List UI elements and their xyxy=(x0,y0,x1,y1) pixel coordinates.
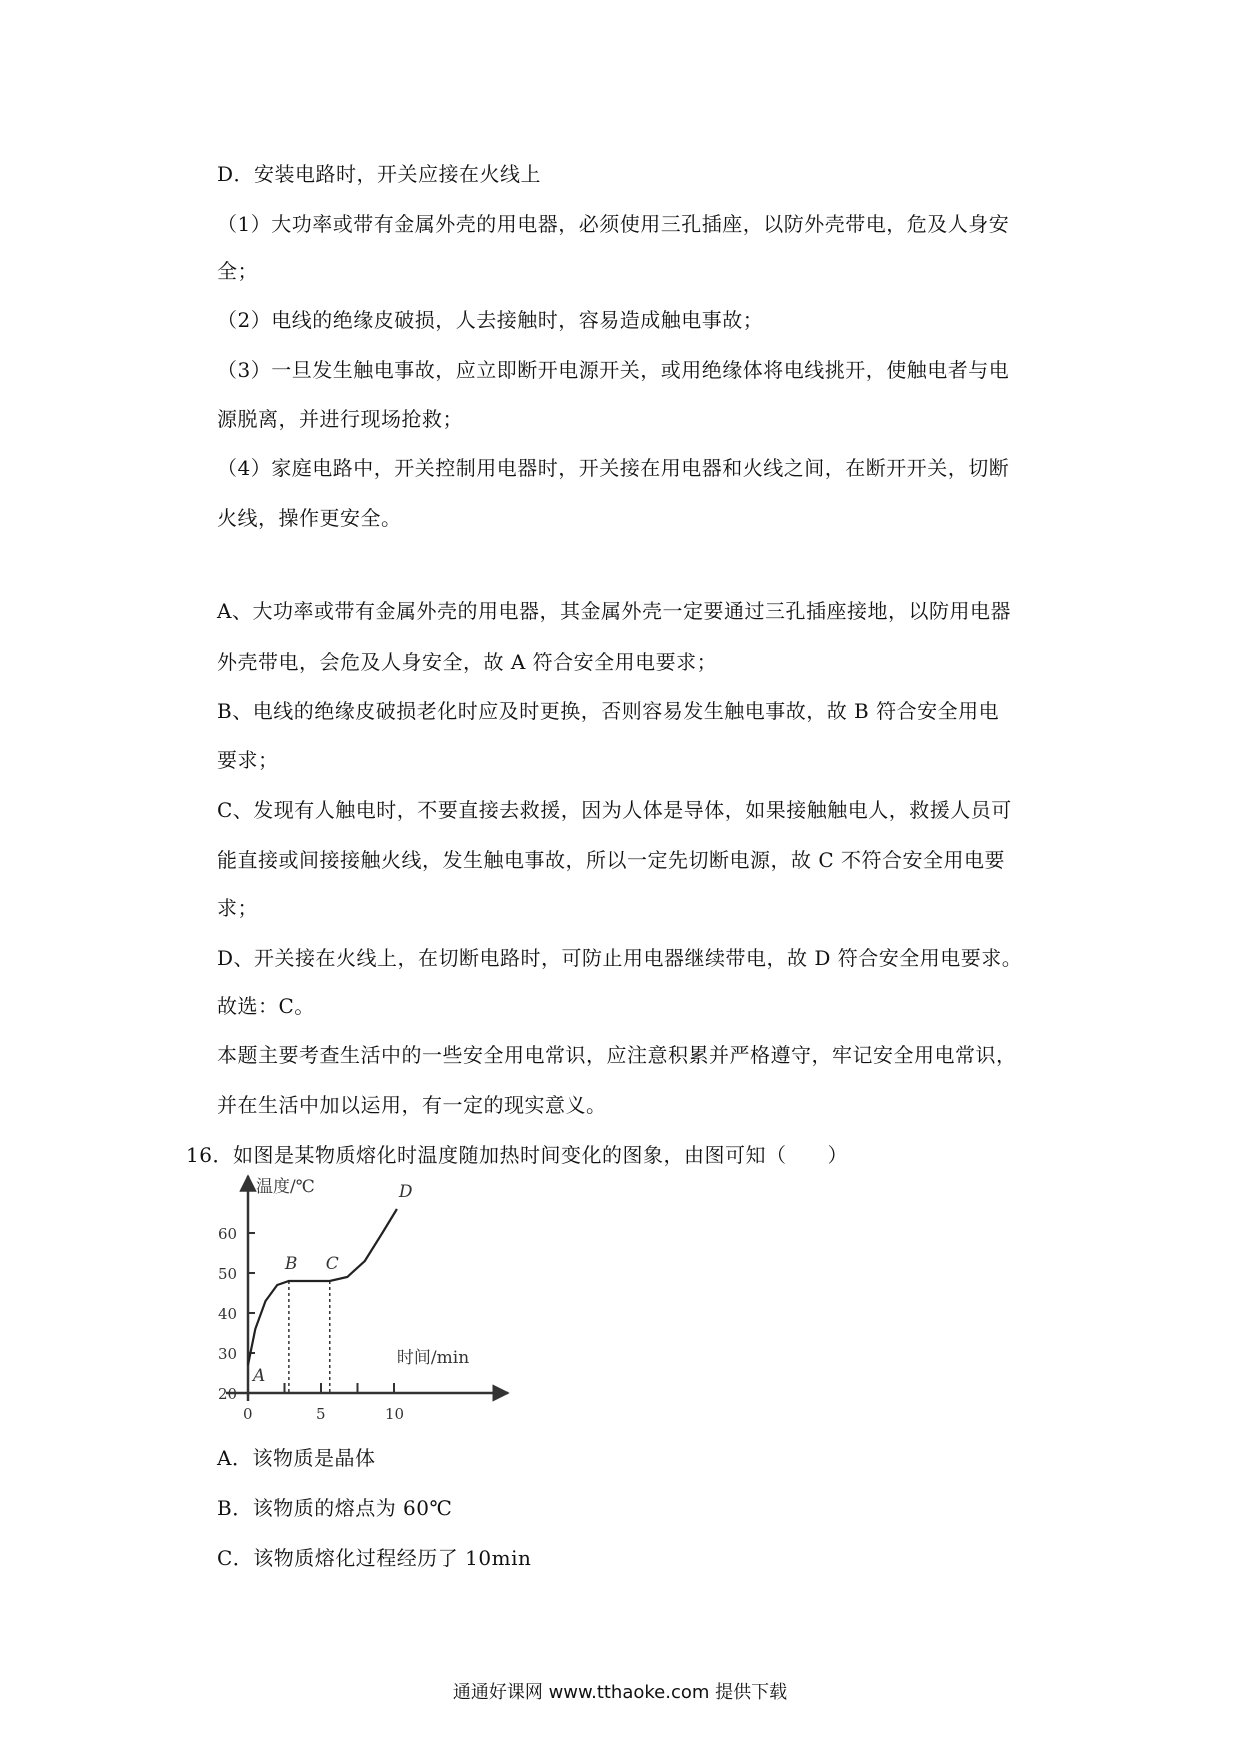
text-line: （3）一旦发生触电事故，应立即断开电源开关，或用绝缘体将电线挑开，使触电者与电 xyxy=(217,358,1010,382)
option-b: B．该物质的熔点为 60℃ xyxy=(217,1496,453,1520)
question-stem: 16．如图是某物质熔化时温度随加热时间变化的图象，由图可知（ ） xyxy=(186,1143,848,1167)
option-c: C．该物质熔化过程经历了 10min xyxy=(217,1546,532,1570)
text-line: D．安装电路时，开关应接在火线上 xyxy=(217,162,542,186)
text-line: 求； xyxy=(217,896,258,920)
x-tick-label: 5 xyxy=(316,1405,326,1423)
text-line: （2）电线的绝缘皮破损，人去接触时，容易造成触电事故； xyxy=(217,308,764,332)
x-axis-label: 时间/min xyxy=(396,1348,470,1368)
text-line: 能直接或间接接触火线，发生触电事故，所以一定先切断电源，故 C 不符合安全用电要 xyxy=(217,848,1006,872)
x-tick-label: 0 xyxy=(243,1405,253,1423)
y-tick-label: 40 xyxy=(218,1305,238,1323)
y-tick-label: 20 xyxy=(218,1385,238,1403)
y-tick-label: 60 xyxy=(218,1225,238,1243)
chart-svg xyxy=(208,1170,518,1438)
text-line: （4）家庭电路中，开关控制用电器时，开关接在用电器和火线之间，在断开开关，切断 xyxy=(217,456,1010,480)
option-a: A．该物质是晶体 xyxy=(217,1446,376,1470)
text-line: 外壳带电，会危及人身安全，故 A 符合安全用电要求； xyxy=(217,650,718,674)
text-line: D、开关接在火线上，在切断电路时，可防止用电器继续带电，故 D 符合安全用电要求。 xyxy=(217,946,1023,970)
y-axis-label: 温度/℃ xyxy=(256,1177,315,1197)
point-label-d: D xyxy=(398,1182,413,1202)
point-label-c: C xyxy=(325,1254,339,1274)
y-tick-label: 50 xyxy=(218,1265,238,1283)
page-footer: 通通好课网 www.tthaoke.com 提供下载 xyxy=(452,1682,788,1703)
text-line: B、电线的绝缘皮破损老化时应及时更换，否则容易发生触电事故，故 B 符合安全用电 xyxy=(217,699,1000,723)
point-label-a: A xyxy=(253,1366,266,1386)
text-line: 并在生活中加以运用，有一定的现实意义。 xyxy=(217,1093,607,1117)
text-line: A、大功率或带有金属外壳的用电器，其金属外壳一定要通过三孔插座接地，以防用电器 xyxy=(217,599,1011,623)
y-tick-label: 30 xyxy=(218,1345,238,1363)
x-tick-label: 10 xyxy=(385,1405,405,1423)
text-line: 要求； xyxy=(217,748,279,772)
text-line: 本题主要考查生活中的一些安全用电常识，应注意积累并严格遵守，牢记安全用电常识， xyxy=(217,1043,1017,1067)
text-line: C、发现有人触电时，不要直接去救援，因为人体是导体，如果接触触电人，救援人员可 xyxy=(217,798,1012,822)
text-line: 全； xyxy=(217,259,258,283)
text-line: 源脱离，并进行现场抢救； xyxy=(217,407,463,431)
melting-curve-chart xyxy=(208,1170,518,1438)
text-line: 火线，操作更安全。 xyxy=(217,506,402,530)
point-label-b: B xyxy=(284,1254,298,1274)
text-line: （1）大功率或带有金属外壳的用电器，必须使用三孔插座，以防外壳带电，危及人身安 xyxy=(217,212,1010,236)
melting-curve-line xyxy=(248,1209,397,1365)
text-line: 故选：C。 xyxy=(217,994,315,1018)
